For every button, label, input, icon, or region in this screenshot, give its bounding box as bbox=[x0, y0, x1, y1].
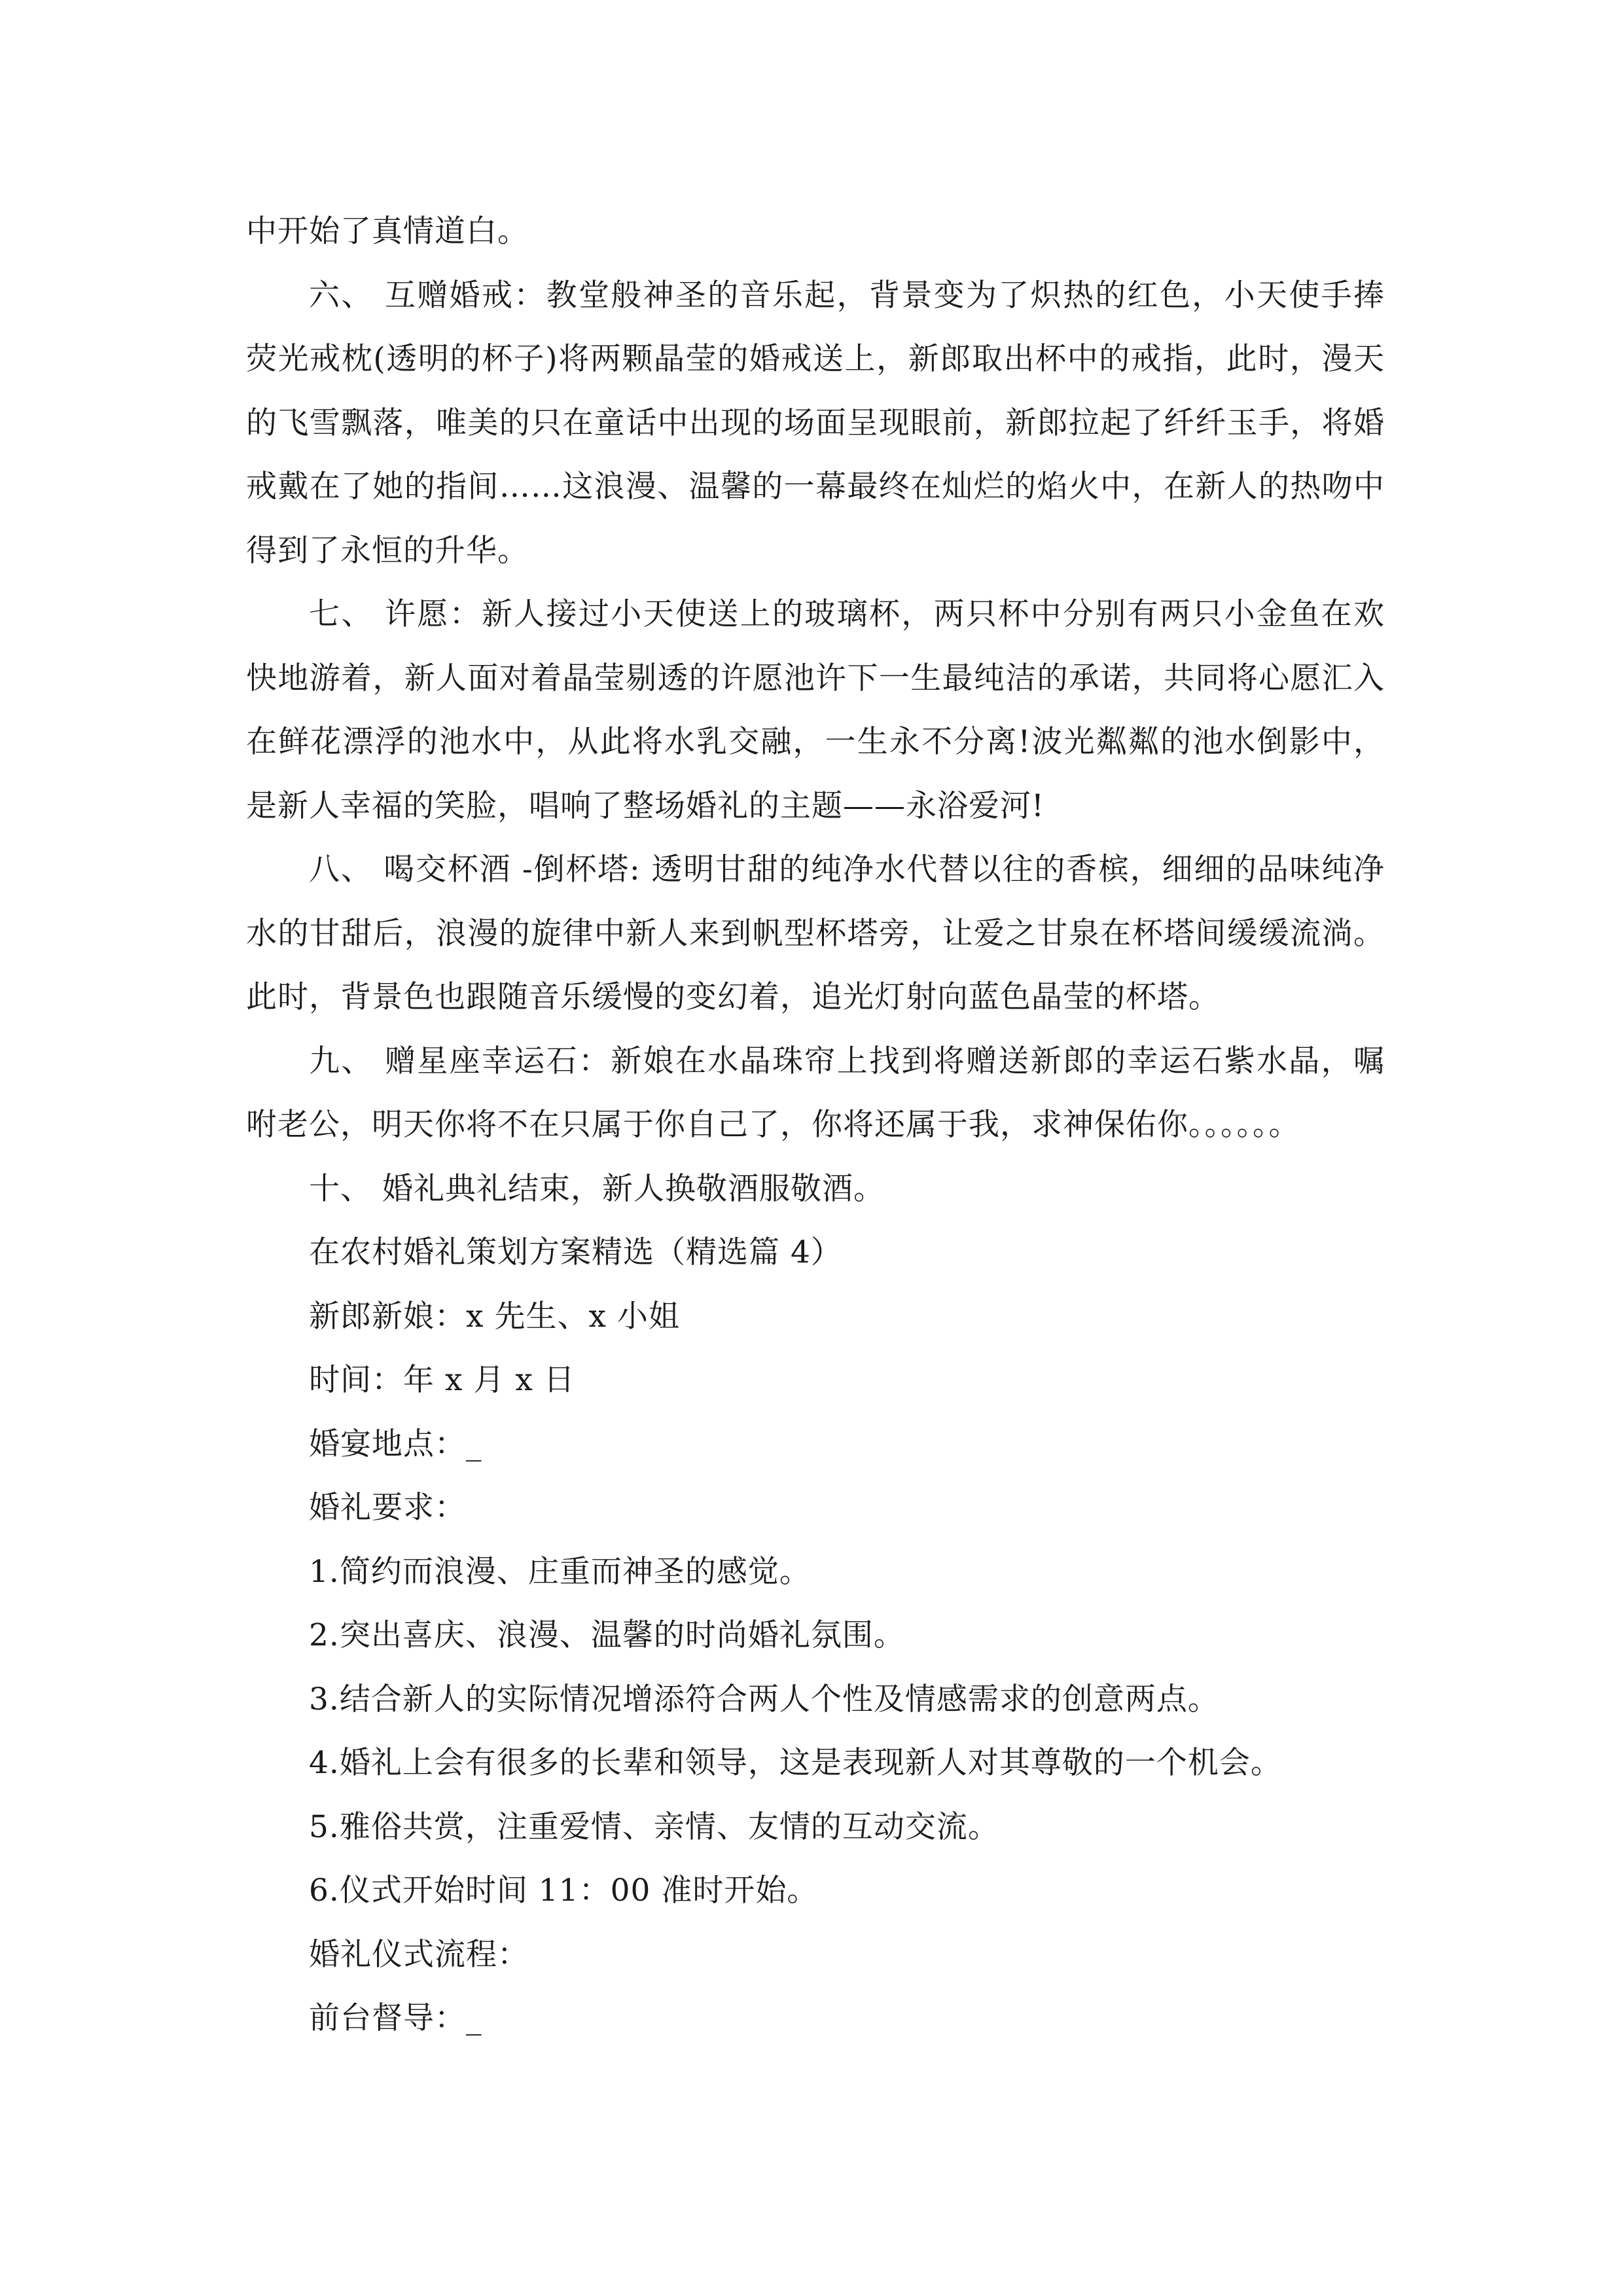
paragraph-wish: 七、 许愿：新人接过小天使送上的玻璃杯，两只杯中分别有两只小金鱼在欢快地游着，新人面对着晶莹剔透的许愿池许下一生最纯洁的承诺，共同将心愿汇入在鲜花漂浮的池水中，从此将水乳交融，一生永不分离!波光粼粼的池水倒影中，是新人幸福的笑脸，唱响了整场婚礼的主题——永浴爱河! bbox=[246, 596, 1385, 824]
paragraph-toast: 八、 喝交杯酒 -倒杯塔: 透明甘甜的纯净水代替以往的香槟，细细的品味纯净水的甘甜后，浪漫的旋律中新人来到帆型杯塔旁，让爱之甘泉在杯塔间缓缓流淌。此时，背景色也跟随音乐缓慢的变幻着，追光灯射向蓝色晶莹的杯塔。 bbox=[246, 852, 1385, 1015]
paragraph-ring-exchange: 六、 互赠婚戒：教堂般神圣的音乐起，背景变为了炽热的红色，小天使手捧荧光戒枕(透明的杯子)将两颗晶莹的婚戒送上，新郎取出杯中的戒指，此时，漫天的飞雪飘落，唯美的只在童话中出现的场面呈现眼前，新郎拉起了纤纤玉手，将婚戒戴在了她的指间……这浪漫、温馨的一幕最终在灿烂的焰火中，在新人的热吻中得到了永恒的升华。 bbox=[246, 277, 1385, 569]
paragraph-ceremony-end: 十、 婚礼典礼结束，新人换敬酒服敬酒。 bbox=[309, 1170, 885, 1207]
requirement-item: 4.婚礼上会有很多的长辈和领导，这是表现新人对其尊敬的一个机会。 bbox=[309, 1745, 1282, 1781]
section-title: 在农村婚礼策划方案精选（精选篇 4） bbox=[309, 1234, 842, 1270]
front-desk-line: 前台督导：_ bbox=[309, 2000, 482, 2036]
paragraph-continuation: 中开始了真情道白。 bbox=[246, 213, 529, 249]
date-line: 时间：年 x 月 x 日 bbox=[309, 1362, 575, 1398]
process-heading: 婚礼仪式流程： bbox=[309, 1936, 529, 1973]
requirement-item: 2.突出喜庆、浪漫、温馨的时尚婚礼氛围。 bbox=[309, 1617, 905, 1653]
requirement-item: 6.仪式开始时间 11：00 准时开始。 bbox=[309, 1873, 819, 1909]
paragraph-lucky-stone: 九、 赠星座幸运石：新娘在水晶珠帘上找到将赠送新郎的幸运石紫水晶，嘱咐老公，明天你将不在只属于你自己了，你将还属于我，求神保佑你。。。。。。 bbox=[246, 1043, 1385, 1143]
requirement-item: 3.结合新人的实际情况增添符合两人个性及情感需求的创意两点。 bbox=[309, 1681, 1219, 1717]
venue-line: 婚宴地点：_ bbox=[309, 1426, 482, 1462]
document-body bbox=[246, 200, 1385, 2051]
requirement-item: 5.雅俗共赏，注重爱情、亲情、友情的互动交流。 bbox=[309, 1808, 999, 1845]
requirements-heading: 婚礼要求： bbox=[309, 1490, 466, 1526]
couple-line: 新郎新娘：x 先生、x 小姐 bbox=[309, 1298, 680, 1335]
requirement-item: 1.简约而浪漫、庄重而神圣的感觉。 bbox=[309, 1553, 811, 1590]
